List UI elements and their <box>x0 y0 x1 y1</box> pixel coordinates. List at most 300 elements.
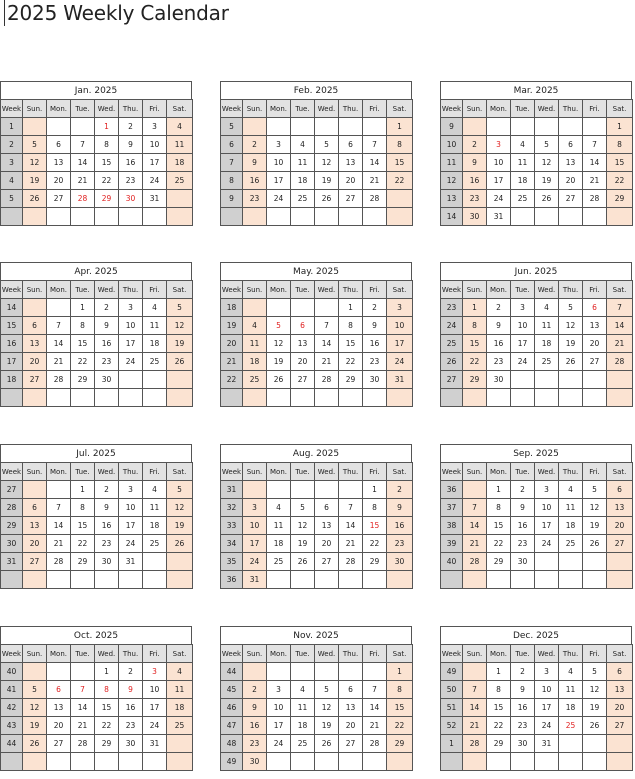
day-cell: 5 <box>583 481 607 499</box>
weekday-header: Mon. <box>487 281 511 299</box>
weekday-header: Thu. <box>339 281 363 299</box>
day-cell: 13 <box>607 681 633 699</box>
day-cell: 20 <box>47 172 71 190</box>
week-number: 18 <box>221 299 243 317</box>
day-cell <box>243 663 267 681</box>
day-cell: 15 <box>339 335 363 353</box>
day-cell <box>511 389 535 407</box>
month-table <box>440 644 633 771</box>
weekday-header: Tue. <box>71 463 95 481</box>
week-number: 20 <box>221 335 243 353</box>
day-cell <box>315 299 339 317</box>
weekday-header: Sun. <box>23 645 47 663</box>
weekday-header: Mon. <box>47 463 71 481</box>
day-cell: 26 <box>315 735 339 753</box>
day-cell: 24 <box>267 735 291 753</box>
day-cell: 25 <box>535 353 559 371</box>
day-cell: 27 <box>23 553 47 571</box>
weekday-header: Sat. <box>167 100 193 118</box>
day-cell: 1 <box>487 663 511 681</box>
day-cell <box>71 663 95 681</box>
week-row <box>221 136 413 154</box>
week-number: 35 <box>221 553 243 571</box>
day-cell: 18 <box>511 172 535 190</box>
day-cell: 18 <box>167 154 193 172</box>
week-header: Week <box>221 100 243 118</box>
week-number <box>441 571 463 589</box>
day-cell <box>71 571 95 589</box>
week-row <box>221 571 413 589</box>
day-cell <box>463 118 487 136</box>
day-cell: 31 <box>487 208 511 226</box>
day-cell: 11 <box>291 154 315 172</box>
week-row <box>1 517 193 535</box>
day-cell: 14 <box>583 154 607 172</box>
day-cell: 3 <box>535 481 559 499</box>
day-cell: 25 <box>243 371 267 389</box>
weekday-header: Thu. <box>559 281 583 299</box>
day-cell: 2 <box>95 299 119 317</box>
week-number: 52 <box>441 717 463 735</box>
day-cell: 1 <box>607 118 633 136</box>
day-cell: 11 <box>167 681 193 699</box>
day-cell: 15 <box>71 335 95 353</box>
day-cell: 4 <box>559 663 583 681</box>
day-cell: 2 <box>243 681 267 699</box>
weekday-header: Sun. <box>463 100 487 118</box>
day-cell: 5 <box>167 299 193 317</box>
week-row <box>1 371 193 389</box>
day-cell: 27 <box>23 371 47 389</box>
day-cell: 9 <box>363 317 387 335</box>
day-cell: 23 <box>511 717 535 735</box>
day-cell <box>167 190 193 208</box>
day-cell: 11 <box>291 699 315 717</box>
day-cell: 26 <box>23 190 47 208</box>
weekday-header: Mon. <box>487 645 511 663</box>
day-cell <box>143 371 167 389</box>
weekday-header: Fri. <box>583 463 607 481</box>
week-row <box>441 118 633 136</box>
day-cell: 15 <box>487 517 511 535</box>
week-number: 27 <box>441 371 463 389</box>
day-cell <box>291 571 315 589</box>
day-cell: 20 <box>607 699 633 717</box>
day-cell: 21 <box>71 172 95 190</box>
week-row <box>221 553 413 571</box>
day-cell: 10 <box>535 499 559 517</box>
day-cell: 22 <box>339 353 363 371</box>
day-cell: 22 <box>71 535 95 553</box>
month-table <box>440 462 633 589</box>
week-row <box>1 136 193 154</box>
day-cell: 27 <box>47 735 71 753</box>
month-calendar <box>0 81 192 226</box>
day-cell: 19 <box>315 717 339 735</box>
day-cell <box>363 118 387 136</box>
day-cell: 19 <box>167 335 193 353</box>
week-number: 34 <box>221 535 243 553</box>
day-cell: 15 <box>363 517 387 535</box>
week-number: 30 <box>1 535 23 553</box>
week-row <box>1 735 193 753</box>
weekday-header: Tue. <box>291 100 315 118</box>
day-cell: 8 <box>487 681 511 699</box>
day-cell: 1 <box>387 118 413 136</box>
day-cell: 26 <box>583 717 607 735</box>
week-row <box>221 535 413 553</box>
day-cell: 28 <box>315 371 339 389</box>
day-cell <box>339 481 363 499</box>
day-cell <box>143 208 167 226</box>
day-cell: 8 <box>363 499 387 517</box>
day-cell: 20 <box>583 335 607 353</box>
day-cell <box>363 208 387 226</box>
week-row <box>1 172 193 190</box>
day-cell: 26 <box>535 190 559 208</box>
weekday-header: Tue. <box>511 281 535 299</box>
day-cell: 25 <box>559 535 583 553</box>
day-cell: 16 <box>119 154 143 172</box>
day-cell <box>363 663 387 681</box>
day-cell: 25 <box>267 553 291 571</box>
day-cell: 6 <box>315 499 339 517</box>
day-cell <box>267 389 291 407</box>
day-cell <box>291 753 315 771</box>
week-header: Week <box>1 463 23 481</box>
month-table <box>220 280 413 407</box>
day-cell: 21 <box>607 335 633 353</box>
week-row <box>221 663 413 681</box>
day-cell: 14 <box>463 699 487 717</box>
week-number <box>221 208 243 226</box>
day-cell: 18 <box>143 335 167 353</box>
weekday-header: Mon. <box>487 463 511 481</box>
day-cell: 16 <box>463 172 487 190</box>
day-cell: 9 <box>487 317 511 335</box>
day-cell: 17 <box>267 172 291 190</box>
day-cell: 24 <box>143 172 167 190</box>
weekday-header: Sun. <box>23 100 47 118</box>
month-calendar <box>220 444 412 589</box>
month-table <box>220 462 413 589</box>
day-cell <box>607 735 633 753</box>
day-cell <box>315 208 339 226</box>
day-cell <box>583 208 607 226</box>
weekday-header: Wed. <box>315 463 339 481</box>
week-row <box>221 717 413 735</box>
day-cell <box>291 118 315 136</box>
month-calendar <box>0 444 192 589</box>
day-cell: 25 <box>167 172 193 190</box>
day-cell: 5 <box>315 681 339 699</box>
day-cell: 22 <box>363 535 387 553</box>
header-row <box>1 100 193 118</box>
month-table <box>440 99 633 226</box>
weekday-header: Tue. <box>71 645 95 663</box>
day-cell: 29 <box>339 371 363 389</box>
day-cell: 16 <box>95 517 119 535</box>
day-cell: 18 <box>243 353 267 371</box>
week-row <box>1 663 193 681</box>
day-cell: 13 <box>339 154 363 172</box>
week-number: 29 <box>1 517 23 535</box>
day-cell: 14 <box>71 154 95 172</box>
weekday-header: Sat. <box>607 645 633 663</box>
month-calendar <box>220 626 412 771</box>
week-number: 14 <box>1 299 23 317</box>
day-cell: 15 <box>71 517 95 535</box>
day-cell: 1 <box>95 118 119 136</box>
week-number: 7 <box>221 154 243 172</box>
day-cell: 9 <box>387 499 413 517</box>
day-cell <box>583 753 607 771</box>
month-title: Mar. 2025 <box>440 81 632 99</box>
day-cell: 2 <box>95 481 119 499</box>
day-cell: 27 <box>291 371 315 389</box>
day-cell: 28 <box>47 553 71 571</box>
day-cell: 30 <box>95 371 119 389</box>
day-cell: 19 <box>583 699 607 717</box>
day-cell <box>463 663 487 681</box>
day-cell: 25 <box>511 190 535 208</box>
day-cell: 11 <box>267 517 291 535</box>
day-cell <box>363 753 387 771</box>
weekday-header: Tue. <box>511 645 535 663</box>
day-cell <box>315 481 339 499</box>
weekday-header: Sun. <box>463 645 487 663</box>
month-title: Apr. 2025 <box>0 262 192 280</box>
week-row <box>1 481 193 499</box>
day-cell: 6 <box>47 136 71 154</box>
day-cell <box>315 571 339 589</box>
day-cell <box>267 753 291 771</box>
weekday-header: Sat. <box>607 281 633 299</box>
day-cell <box>47 753 71 771</box>
day-cell: 3 <box>143 663 167 681</box>
day-cell: 22 <box>487 717 511 735</box>
day-cell <box>315 118 339 136</box>
header-row <box>221 281 413 299</box>
day-cell <box>267 299 291 317</box>
week-row <box>221 753 413 771</box>
day-cell: 7 <box>315 317 339 335</box>
week-number: 12 <box>441 172 463 190</box>
weekday-header: Fri. <box>363 281 387 299</box>
day-cell <box>243 481 267 499</box>
week-number: 1 <box>441 735 463 753</box>
month-calendar <box>440 262 632 407</box>
day-cell <box>119 208 143 226</box>
week-row <box>1 118 193 136</box>
day-cell <box>339 208 363 226</box>
day-cell: 6 <box>339 136 363 154</box>
day-cell: 8 <box>463 317 487 335</box>
month-calendar <box>440 444 632 589</box>
week-number: 27 <box>1 481 23 499</box>
day-cell: 4 <box>535 299 559 317</box>
day-cell: 27 <box>339 735 363 753</box>
day-cell: 9 <box>511 681 535 699</box>
day-cell: 23 <box>119 172 143 190</box>
day-cell: 22 <box>487 535 511 553</box>
day-cell: 14 <box>47 335 71 353</box>
week-row <box>1 717 193 735</box>
month-title: Sep. 2025 <box>440 444 632 462</box>
day-cell: 12 <box>23 699 47 717</box>
day-cell: 16 <box>95 335 119 353</box>
day-cell: 17 <box>535 517 559 535</box>
day-cell: 30 <box>95 553 119 571</box>
week-row <box>441 535 633 553</box>
day-cell: 12 <box>583 499 607 517</box>
day-cell: 16 <box>511 699 535 717</box>
day-cell: 19 <box>167 517 193 535</box>
month-calendar <box>0 626 192 771</box>
day-cell: 15 <box>387 154 413 172</box>
day-cell: 16 <box>243 172 267 190</box>
day-cell: 10 <box>119 317 143 335</box>
week-row <box>221 335 413 353</box>
day-cell: 12 <box>291 517 315 535</box>
day-cell <box>559 553 583 571</box>
day-cell: 20 <box>23 535 47 553</box>
day-cell <box>23 753 47 771</box>
day-cell <box>363 389 387 407</box>
day-cell: 28 <box>71 735 95 753</box>
day-cell: 10 <box>387 317 413 335</box>
day-cell: 17 <box>511 335 535 353</box>
week-number: 40 <box>1 663 23 681</box>
day-cell: 3 <box>267 136 291 154</box>
day-cell: 14 <box>363 154 387 172</box>
day-cell: 6 <box>23 499 47 517</box>
day-cell: 28 <box>47 371 71 389</box>
day-cell: 2 <box>243 136 267 154</box>
day-cell <box>315 663 339 681</box>
day-cell <box>291 481 315 499</box>
day-cell: 14 <box>315 335 339 353</box>
week-number: 46 <box>221 699 243 717</box>
day-cell: 27 <box>607 535 633 553</box>
day-cell: 19 <box>291 535 315 553</box>
day-cell <box>47 481 71 499</box>
day-cell: 21 <box>583 172 607 190</box>
weekday-header: Fri. <box>363 463 387 481</box>
week-row <box>441 663 633 681</box>
header-row <box>1 645 193 663</box>
week-row <box>1 535 193 553</box>
weekday-header: Wed. <box>535 463 559 481</box>
day-cell: 9 <box>95 317 119 335</box>
header-row <box>221 100 413 118</box>
day-cell <box>267 481 291 499</box>
day-cell: 23 <box>95 353 119 371</box>
day-cell: 16 <box>363 335 387 353</box>
week-row <box>1 299 193 317</box>
week-number: 36 <box>221 571 243 589</box>
weekday-header: Sun. <box>243 645 267 663</box>
weekday-header: Mon. <box>47 100 71 118</box>
header-row <box>221 463 413 481</box>
day-cell: 29 <box>487 735 511 753</box>
header-row <box>221 645 413 663</box>
week-row <box>441 481 633 499</box>
day-cell: 24 <box>535 535 559 553</box>
weekday-header: Fri. <box>143 100 167 118</box>
day-cell: 7 <box>463 681 487 699</box>
day-cell <box>463 389 487 407</box>
day-cell: 31 <box>119 553 143 571</box>
day-cell <box>511 571 535 589</box>
day-cell: 4 <box>511 136 535 154</box>
weekday-header: Wed. <box>535 281 559 299</box>
day-cell <box>291 663 315 681</box>
day-cell: 5 <box>23 681 47 699</box>
weekday-header: Mon. <box>267 645 291 663</box>
week-row <box>441 681 633 699</box>
day-cell: 23 <box>511 535 535 553</box>
week-number: 44 <box>221 663 243 681</box>
day-cell: 22 <box>95 717 119 735</box>
day-cell <box>291 389 315 407</box>
day-cell: 1 <box>487 481 511 499</box>
day-cell: 12 <box>315 154 339 172</box>
day-cell: 28 <box>463 735 487 753</box>
day-cell <box>23 389 47 407</box>
day-cell: 10 <box>243 517 267 535</box>
day-cell <box>23 208 47 226</box>
day-cell <box>243 389 267 407</box>
day-cell <box>535 753 559 771</box>
day-cell: 4 <box>559 481 583 499</box>
day-cell <box>23 571 47 589</box>
day-cell: 2 <box>363 299 387 317</box>
day-cell: 25 <box>143 535 167 553</box>
day-cell: 17 <box>143 699 167 717</box>
day-cell: 17 <box>243 535 267 553</box>
day-cell: 11 <box>143 499 167 517</box>
day-cell: 19 <box>583 517 607 535</box>
week-row <box>221 118 413 136</box>
week-row <box>1 353 193 371</box>
week-number: 15 <box>1 317 23 335</box>
weekday-header: Wed. <box>535 645 559 663</box>
day-cell: 29 <box>487 553 511 571</box>
day-cell: 27 <box>607 717 633 735</box>
day-cell: 31 <box>387 371 413 389</box>
day-cell: 28 <box>363 190 387 208</box>
weekday-header: Fri. <box>143 463 167 481</box>
day-cell: 25 <box>143 353 167 371</box>
day-cell: 11 <box>559 499 583 517</box>
day-cell <box>463 571 487 589</box>
day-cell: 25 <box>291 735 315 753</box>
week-number <box>1 208 23 226</box>
day-cell: 30 <box>387 553 413 571</box>
day-cell <box>559 571 583 589</box>
week-row <box>441 699 633 717</box>
week-number: 25 <box>441 335 463 353</box>
week-number: 11 <box>441 154 463 172</box>
week-number <box>221 389 243 407</box>
day-cell: 21 <box>315 353 339 371</box>
day-cell <box>535 118 559 136</box>
weekday-header: Wed. <box>535 100 559 118</box>
day-cell: 29 <box>95 190 119 208</box>
day-cell: 3 <box>267 681 291 699</box>
day-cell: 8 <box>387 681 413 699</box>
